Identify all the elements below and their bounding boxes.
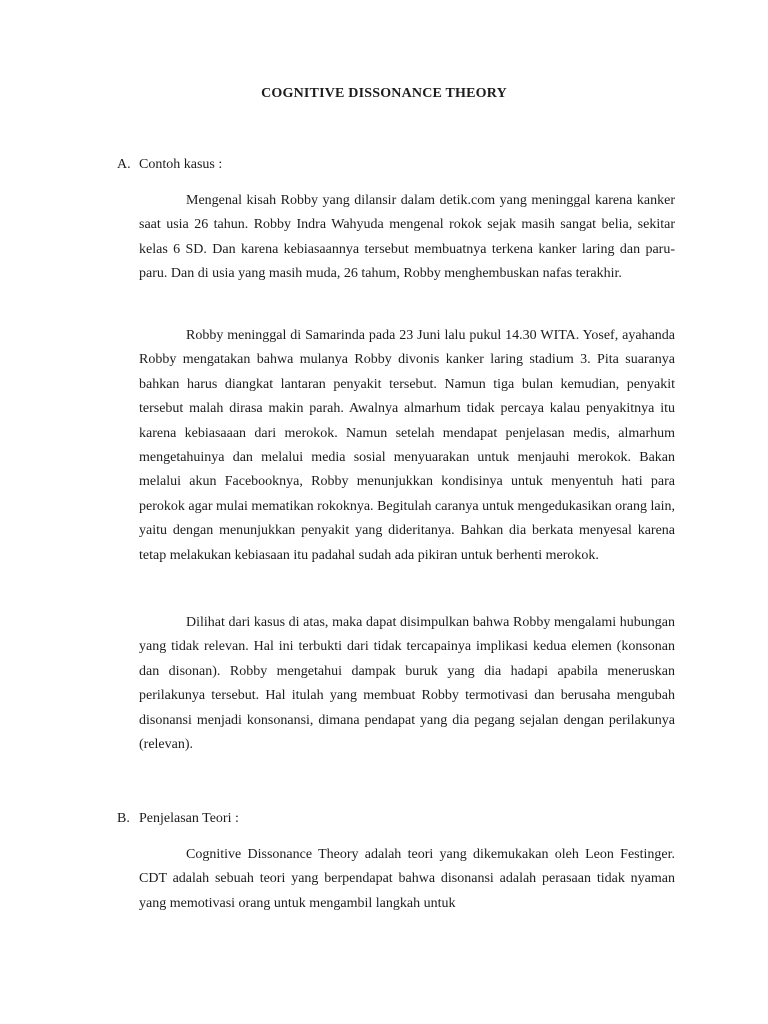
section-b-heading: [117, 809, 239, 829]
section-a-paragraph-3: Dilihat dari kasus di atas, maka dapat disimpulkan bahwa Robby mengalami hubungan yang tidak relevan. Hal ini terbukti dari tidak tercapainya implikasi kedua elemen (konsonan dan disonan). Robby mengetahui dampak buruk yang dia hadapi apabila meneruskan perilakunya tersebut. Hal itulah yang membuat Robby termotivasi dan berusaha mengubah disonansi menjadi konsonansi, dimana pendapat yang dia pegang sejalan dengan perilakunya (relevan).: [139, 615, 675, 753]
section-a-marker: A.: [117, 157, 131, 172]
section-a-paragraph-1: Mengenal kisah Robby yang dilansir dalam detik.com yang meninggal karena kanker saat usia 26 tahun. Robby Indra Wahyuda mengenal rokok sejak masih sangat belia, sekitar kelas 6 SD. Dan karena kebiasaannya tersebut membuatnya terkena kanker laring dan paru-paru. Dan di usia yang masih muda, 26 tahum, Robby menghembuskan nafas terakhir.: [139, 193, 675, 282]
section-b-paragraph-1: Cognitive Dissonance Theory adalah teori yang dikemukakan oleh Leon Festinger. CDT adalah sebuah teori yang berpendapat bahwa disonansi adalah perasaan tidak nyaman yang memotivasi orang untuk mengambil langkah untuk: [139, 847, 675, 911]
section-b-title: Penjelasan Teori :: [139, 811, 239, 826]
section-a-heading: [117, 155, 222, 175]
document-title: COGNITIVE DISSONANCE THEORY: [261, 86, 507, 101]
section-b-marker: B.: [117, 811, 130, 826]
section-a-title: Contoh kasus :: [139, 157, 223, 172]
section-a-paragraph-2: Robby meninggal di Samarinda pada 23 Juni lalu pukul 14.30 WITA. Yosef, ayahanda Robby mengatakan bahwa mulanya Robby divonis kanker laring stadium 3. Pita suaranya bahkan harus diangkat lantaran penyakit tersebut. Namun tiga bulan kemudian, penyakit tersebut malah dirasa makin parah. Awalnya almarhum tidak percaya kalau penyakitnya itu karena kebiasaaan dari merokok. Namun setelah mendapat penjelasan medis, almarhum mengetahuinya dan melalui media sosial menyuarakan untuk menjauhi merokok. Bakan melalui akun Facebooknya, Robby menunjukkan kondisinya untuk menyentuh hati para perokok agar mulai mematikan rokoknya. Begitulah caranya untuk mengedukasikan orang lain, yaitu dengan menunjukkan penyakit yang dideritanya. Bahkan dia berkata menyesal karena tetap melakukan kebiasaan itu padahal sudah ada pikiran untuk berhenti merokok.: [139, 328, 675, 563]
